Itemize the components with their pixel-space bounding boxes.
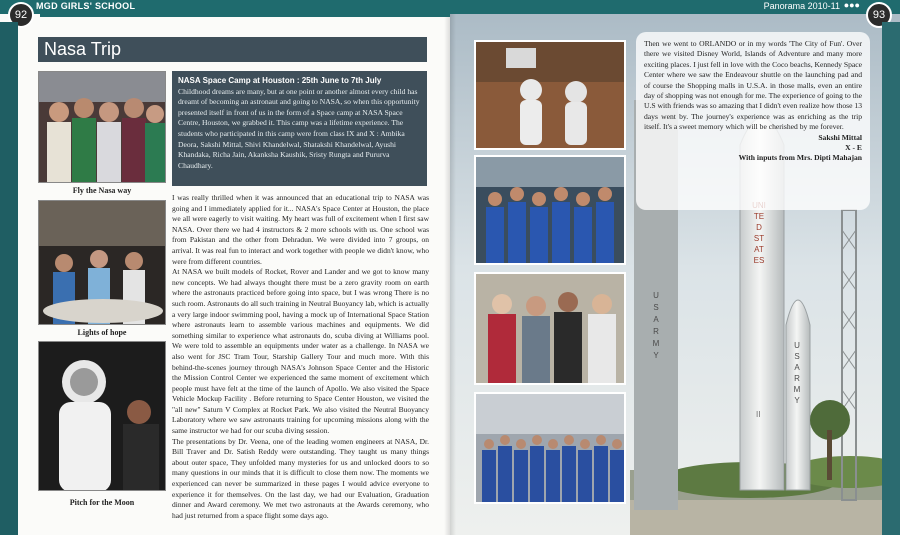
header-dots-icon: ●●● bbox=[843, 0, 860, 10]
rocket-label-united-states: TED STATES bbox=[753, 212, 765, 265]
students-dinner-image bbox=[39, 201, 166, 325]
caption-pitch-for-the-moon: Pitch for the Moon bbox=[69, 498, 135, 507]
rocket-unit-marking: II bbox=[756, 410, 761, 419]
group-photo-blue-suits-image bbox=[476, 394, 626, 504]
photo-space-suits bbox=[474, 40, 626, 150]
photo-group-blue-suits bbox=[474, 392, 626, 504]
quote-inputs: With inputs from Mrs. Dipti Mahajan bbox=[738, 153, 862, 163]
quote-author: Sakshi Mittal bbox=[818, 132, 862, 142]
quote-box bbox=[636, 32, 870, 210]
school-name: MGD GIRLS' SCHOOL bbox=[36, 1, 136, 11]
book-spine bbox=[444, 0, 456, 535]
space-suits-display-image bbox=[476, 42, 626, 150]
photo-lights-of-hope bbox=[38, 200, 166, 325]
photo-women-group bbox=[474, 272, 626, 385]
students-in-flight-suits-image bbox=[476, 157, 626, 265]
group-of-students-image bbox=[39, 72, 166, 183]
intro-text: Childhood dreams are many, but at one point or another almost every child has dreamt of becoming an astronaut and going to NASA, so when this opportunity presented itself in front of us in the form of a Space camp at NASA Space Centre, Houston, we grabbed it. This camp was a lifetime experience. The students who participated in this camp were from class IX and X : Ambika Deora, Sakshi Mittal, Shivi Khandelwal, Shatakshi Khandelwal, Ayushi Khandaka, Richa Jain, Akanksha Kaushik, Sristy Rungta and Pururva Chaudhary. bbox=[178, 86, 420, 170]
astronaut-suit-image bbox=[39, 342, 166, 491]
photo-fly-the-nasa-way bbox=[38, 71, 166, 183]
caption-fly-the-nasa-way: Fly the Nasa way bbox=[72, 186, 132, 195]
rocket-label-us-army-right: USARMY bbox=[793, 341, 801, 405]
group-with-trophy-image bbox=[476, 274, 626, 385]
quote-text: Then we went to ORLANDO or in my words 'The City of Fun'. Over there we visited Disney World, Islands of Adventure and many more exciting places. I just fell in love with the Coco beachs, Kennedy Space Center where we saw the Endeavour shuttle on the launching pad and of course the Shopping malls in U.S.A. in those malls, even an entire day of shopping was not enough for me. The experience of going to the U.S with friends was so amazing that I didn't even realize how those 13 days went by. The journey's experience was as enriching as the trip itself. It's a sweet memory which will be cherished by me forever. bbox=[644, 39, 862, 132]
left-page-number: 92 bbox=[8, 2, 34, 28]
header-rule bbox=[40, 14, 450, 17]
right-page-number: 93 bbox=[866, 2, 892, 28]
left-side-strip bbox=[0, 22, 18, 535]
body-paragraph: The presentations by Dr. Veena, one of the leading women engineers at NASA, Dr. Bill Traver and Dr. Satish Reddy were outstanding. They taught us many things about outer space, They unfolded many mysteries for us and unlocked doors to so many questions in our minds that it is difficult to close them now. The moments we experienced can never be summarized in these pages I would advice everyone to experience it for themselves. On the last day, we had our Evaluation, Graduation dinner and Award ceremony. We met two astronauts at the Awards ceremony, who had just returned from a space flight some days ago. bbox=[172, 436, 429, 520]
caption-lights-of-hope: Lights of hope bbox=[77, 328, 127, 337]
photo-students-blue-suits bbox=[474, 155, 626, 265]
body-paragraph: At NASA we built models of Rocket, Rover and Lander and we got to know many new concepts. We had always thought there must be a zero gravity room on earth where the astronauts practiced before going into space, but I was wrong There is no such room. Astronauts do all such training in Neutral Buoyancy lab, which is actually a very large indoor swimming pool, having a mock up of International Space Station where astronauts learn to assemble various machines and equipments. We did something similar to experience what astronauts do, scuba diving at Williams pool. We were told to assemble an equipments under water as a challenge. In NASA we also went for JSC Tram Tour, Starship Gallery Tour and much more. With this behind-the-scenes journey through NASA's Johnson Space Center and the Historic the Mission Control Center we experienced the same moment of excitement which people must have felt at the time of the launch of Apollo. We also visited the Space Vehicle Mockup Facility . Before returning to Space Center Houston, we visited the "all new" Saturn V Complex at Rocket Park. We also visited the Neutral Buoyancy Laboratory where we saw astronauts training for upcoming missions along with the same instructor we had for our scuba diving session. bbox=[172, 267, 429, 436]
rocket-label-us-army-left: USARMY bbox=[652, 291, 660, 360]
article-title: Nasa Trip bbox=[38, 37, 427, 62]
quote-author-class: X - E bbox=[845, 143, 862, 153]
intro-box bbox=[172, 71, 427, 186]
magazine-title: Panorama 2010-11 bbox=[763, 1, 840, 11]
right-side-strip bbox=[882, 22, 900, 535]
article-body bbox=[172, 193, 429, 520]
body-paragraph: I was really thrilled when it was announced that an educational trip to NASA was going and I immediately applied for it... NASA's Space Center at Houston, the place we all were eagerly to visit waiting. My heart was full of excitement when I first saw NASA. Over there we had 4 instructors & 2 more schools with us. One school was from Pakistan and the other from Dehradun. We were divided into 7 groups, on arrival. It was real fun to interact and work together with people we didn't know, who were from different countries. bbox=[172, 193, 429, 266]
photo-pitch-for-the-moon bbox=[38, 341, 166, 491]
intro-heading: NASA Space Camp at Houston : 25th June to 7th July bbox=[178, 76, 382, 85]
